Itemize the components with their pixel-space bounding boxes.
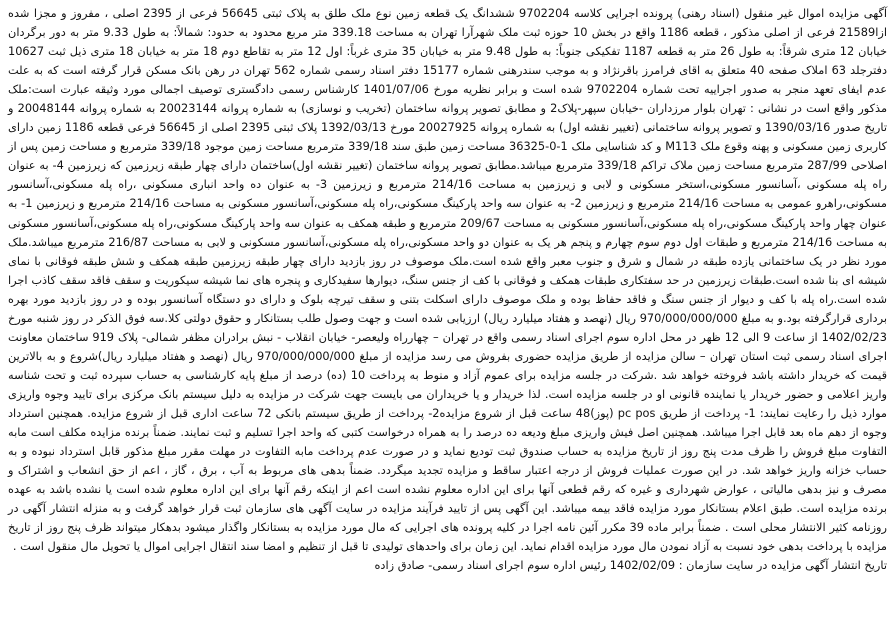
publication-and-signature-line: تاریخ انتشار آگهی مزایده در سایت سازمان : 1402/02/09 رئیس اداره سوم اجرای اسناد رسمی- صادق زاده bbox=[374, 558, 887, 573]
notice-body-text: آگهی مزایده اموال غیر منقول (اسناد رهنی) پرونده اجرایی کلاسه 9702204 ششدانگ یک قطعه زمین نوع ملک طلق به پلاک ثبتی 56645 فرعی از 2395 اصلی ، مفروز و مجزا شده ازا21589 فرعی از اصلی مذکور ، قطعه 1186 واقع در بخش 10 حوزه ثبت ملک شهرآرا تهران به مساحت 339.18 متر مربع محدود به حدود: شمالاً: به طول 9.33 متر به دور برگردان خیابان 12 متری شرقاً: به طول 26 متر به قطعه 1187 تفکیکی جنوباً: به طول 9.48 متر به خیابان 35 متری غرباً: اول 12 متر به تقاطع دوم 18 متر به خیابان 18 متری ذیل ثبت 10627 دفترجلد 63 املاک صفحه 40 متعلق به اقای فرامرز باقرنژاد و به موجب سندرهنی شماره 15177 دفتر اسناد رسمی شماره 562 تهران در رهن بانک مسکن قرار گرفته است که به علت عدم ایفای تعهد منجر به صدور اجراییه تحت شماره 9702204 شده است و برابر نظریه مورخ 1401/07/06 کارشناس رسمی دادگستری توصیف اجمالی مورد وثیقه عبارت است:ملک مذکور واقع است در نشانی : تهران بلوار مرزداران -خیابان سپهر-پلاک2 و مطابق تصویر پروانه ساختمان (تخریب و نوسازی) به شماره پروانه 20023144 به شماره پروانه 20048144 و تاریخ صدور 1390/03/16 و تصویر پروانه ساختمانی (تغییر نقشه اول) به شماره پروانه 20027925 مورخ 1392/03/13 پلاک ثبتی 2395 اصلی از 56645 فرعی قطعه 1186 زمین دارای کاربری زمین مسکونی و پهنه وقوع ملک M113 و کد شناسایی ملک 1-0-36325 مساحت زمین طبق سند 339/18 مترمربع مساحت زمین موجود 339/18 مترمربع و مساحت زمین پس از اصلاحی 287/99 مترمربع مساحت زمین ملاک تراکم 339/18 مترمربع میباشد.مطابق تصویر پروانه ساختمان (تغییر نقشه اول)ساختمان دارای چهار طبقه زیرزمین که زیرزمین 4- به عنوان راه پله مسکونی ،آسانسور مسکونی،استخر مسکونی و لابی و زیرزمین به مساحت 214/16 مترمربع و زیرزمین 3- به عنوان ده واحد انباری مسکونی ،راه پله مسکونی،آسانسور مسکونی،راهرو عمومی به مساحت 214/16 مترمربع و زیرزمین 2- به عنوان سه واحد پارکینگ مسکونی،راه پله مسکونی،آسانسور مسکونی به مساحت 214/16 مترمربع و زیرزمین 1- به عنوان چهار واحد پارکینگ مسکونی،راه پله مسکونی،آسانسور مسکونی به مساحت 209/67 مترمربع و طبقه همکف به عنوان سه واحد پارکینگ مسکونی،راه پله مسکونی،آسانسور مسکونی به مساحت 214/16 مترمربع و طبقات اول دوم سوم چهارم و پنجم هر یک به عنوان دو واحد مسکونی،راه پله مسکونی،آسانسور مسکونی و لابی به مساحت 216/87 مترمربع میباشد.ملک مورد نظر در یک ساختمانی یازده طبقه در شمال و شرق و جنوب معبر واقع شده است.ملک موصوف در روز بازدید دارای چهار طبقه زیرزمین طبقه همکف و شش طبقه فوقانی با نمای شیشه ای بنا شده است.طبقات زیرزمین در حد سفتکاری طبقات همکف و فوقانی با کف از جنس سنگ، دیوارها سفیدکاری و پنجره های نما شیشه سیکوریت و سقف فاقد سقف کاذب اجرا شده است.راه پله با کف و دیوار از جنس سنگ و فاقد حفاظ بوده و ملک موصوف دارای اسکلت بتنی و سقف تیرچه بلوک و دارای دو دستگاه آسانسور بوده و در روز بازدید مورد بهره برداری قرارگرفته بود.و به مبلغ 970/000/000/000 ریال (نهصد و هفتاد میلیارد ریال) ارزیابی شده است و جهت وصول طلب بستانکار و حقوق دولتی کلا.سه فوق الذکر در روز شنبه مورخ 1402/02/23 از ساعت 9 الی 12 ظهر در محل اداره سوم اجرای اسناد رسمی واقع در تهران – چهارراه ولیعصر- خیابان انقلاب - نبش برادران مظفر شمالی- پلاک 919 ساختمان معاونت اجرای اسناد رسمی ثبت استان تهران – سالن مزایده از طریق مزایده حضوری بفروش می رسد مزایده از مبلغ 970/000/000/000 ریال (نهصد و هفتاد میلیارد ریال)شروع و به بالاترین قیمت که خریدار داشته باشد فروخته خواهد شد .شرکت در جلسه مزایده برای عموم آزاد و منوط به پرداخت 10 (ده) درصد از مبلغ پایه کارشناسی به حساب سپرده ثبت و تحت شناسه واریز اعلامی و حضور خریدار یا نماینده قانونی او در جلسه مزایده است. لذا خریدار و یا خریداران می بایست جهت شرکت در مزایده به دلیل سیستم بانک مرکزی برای تایید وجوه واریزی موارد ذیل را رعایت نمایند: 1- پرداخت از طریق pc pos (پوز)48 ساعت قبل از شروع مزایده2- پرداخت از طریق سیستم بانکی 72 ساعت اداری قبل از شروع مزایده. همچنین استرداد وجوه از دهم ماه بعد قابل اجرا میباشد. همچنین اصل فیش واریزی مبلغ ودیعه ده درصد را به همراه درخواست کتبی که واحد اجرا تسلیم و ثبت نمایند. ضمناً برنده مزایده مکلف است مابه التفاوت مبلغ فروش را ظرف مدت پنج روز از تاریخ مزایده به حساب صندوق ثبت تودیع نماید و در صورت عدم پرداخت مابه التفاوت در مهلت مقرر مبلغ مذکور قابل استرداد نبوده و به حساب خزانه واریز خواهد شد. در این صورت عملیات فروش از درجه اعتبار ساقط و مزایده تجدید میگردد. ضمناً بدهی های مربوط به آب ، برق ، گاز ، اعم از حق انشعاب و اشتراک و مصرف و نیز بدهی مالیاتی ، عوارض شهرداری و غیره که رقم قطعی آنها برای این اداره معلوم نشده است اعم از اینکه رقم آنها برای این اداره معلوم شده است یا نشده باشد به عهده برنده مزایده است. طبق اعلام بستانکار مورد مزایده فاقد بیمه میباشد. این آگهی پس از تایید فرآیند مزایده در سایت آگهی های سازمان ثبت قرار خواهد گرفت و به منزله انتشار آگهی در روزنامه کثیر الانتشار محلی است . ضمناً برابر ماده 39 مکرر آئین نامه اجرا در کلیه پرونده های اجرایی که مال مورد مزایده به بستانکار واگذار میشود بدهکار میتواند ظرف پنج روز از تاریخ مزایده با پرداخت بدهی خود نسبت به آزاد نمودن مال مورد مزایده اقدام نماید. این زمان برای واحدهای تولیدی تا قبل از تنظیم و امضا سند انتقال اجرایی اموال یا تحویل مال منقول است . bbox=[8, 6, 888, 554]
